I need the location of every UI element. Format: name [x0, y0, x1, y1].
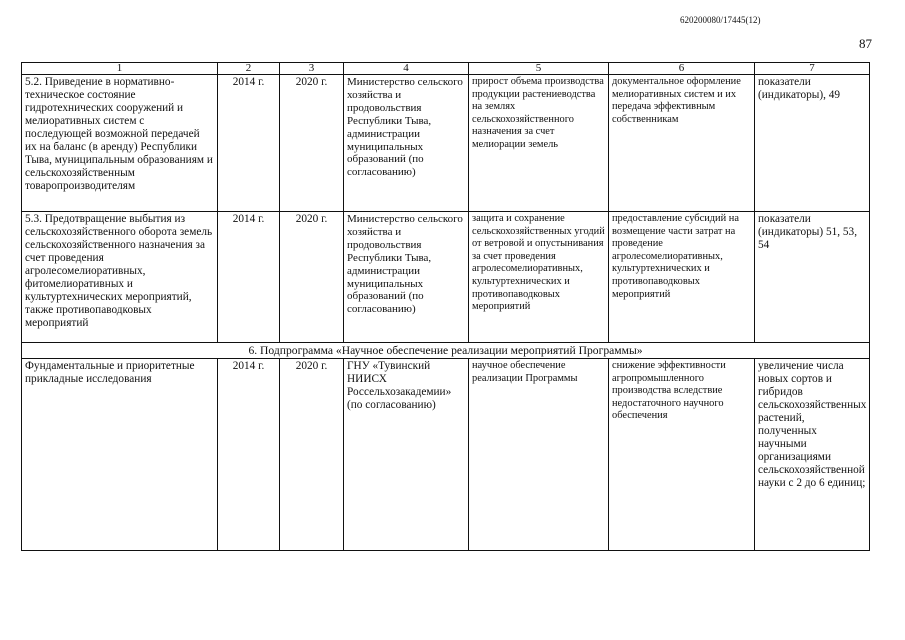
executor-cell: ГНУ «Тувинский НИИСХ Россельхозакадемии» (по согласованию)	[344, 359, 469, 551]
table-row	[22, 75, 870, 212]
column-number-row	[22, 63, 870, 75]
start-year-cell: 2014 г.	[218, 212, 280, 343]
end-year-cell: 2020 г.	[280, 359, 344, 551]
column-number: 4	[344, 63, 469, 75]
table-row	[22, 212, 870, 343]
indicators-cell: показатели (индикаторы) 51, 53, 54	[755, 212, 870, 343]
column-number: 5	[469, 63, 609, 75]
expected-result-cell: прирост объема производства продукции растениеводства на землях сельскохозяйственного назначения за счет мелиорации земель	[469, 75, 609, 212]
consequences-cell: документальное оформление мелиоративных систем и их передача эффективным собственникам	[609, 75, 755, 212]
executor-cell: Министерство сельского хозяйства и продовольствия Республики Тыва, администрации муниципальных образований (по согласованию)	[344, 75, 469, 212]
indicators-cell: увеличение числа новых сортов и гибридов сельскохозяйственных растений, полученных научными организациями сельскохозяйственной науки с 2 до 6 единиц;	[755, 359, 870, 551]
consequences-cell: предоставление субсидий на возмещение части затрат на проведение агролесомелиоративных, культуртехнических и противопаводковых мероприятий	[609, 212, 755, 343]
start-year-cell: 2014 г.	[218, 75, 280, 212]
column-number: 7	[755, 63, 870, 75]
table-row	[22, 359, 870, 551]
expected-result-cell: защита и сохранение сельскохозяйственных угодий от ветровой и опустынивания за счет проведения агролесомелиоративных, культуртехнических и противопаводковых мероприятий	[469, 212, 609, 343]
page-number: 87	[859, 36, 872, 51]
column-number: 6	[609, 63, 755, 75]
section-row	[22, 343, 870, 359]
indicators-cell: показатели (индикаторы), 49	[755, 75, 870, 212]
activity-cell: 5.2. Приведение в нормативно-техническое состояние гидротехнических сооружений и мелиоративных систем с последующей возможной передачей их на баланс (в аренду) Республики Тыва, муниципальным образованиям и сельскохозяйственным товаропроизводителям	[22, 75, 218, 212]
start-year-cell: 2014 г.	[218, 359, 280, 551]
activity-cell: Фундаментальные и приоритетные прикладные исследования	[22, 359, 218, 551]
executor-cell: Министерство сельского хозяйства и продовольствия Республики Тыва, администрации муниципальных образований (по согласованию)	[344, 212, 469, 343]
column-number: 2	[218, 63, 280, 75]
activity-cell: 5.3. Предотвращение выбытия из сельскохозяйственного оборота земель сельскохозяйственного назначения за счет проведения агролесомелиоративных, фитомелиоративных и культуртехнических мероприятий, также противопаводковых мероприятий	[22, 212, 218, 343]
column-number: 3	[280, 63, 344, 75]
end-year-cell: 2020 г.	[280, 212, 344, 343]
end-year-cell: 2020 г.	[280, 75, 344, 212]
column-number: 1	[22, 63, 218, 75]
consequences-cell: снижение эффективности агропромышленного производства вследствие недостаточного научного обеспечения	[609, 359, 755, 551]
expected-result-cell: научное обеспечение реализации Программы	[469, 359, 609, 551]
subprogram-title: 6. Подпрограмма «Научное обеспечение реализации мероприятий Программы»	[22, 343, 870, 359]
document-id: 620200080/17445(12)	[680, 15, 761, 25]
program-activities-table	[21, 62, 870, 551]
